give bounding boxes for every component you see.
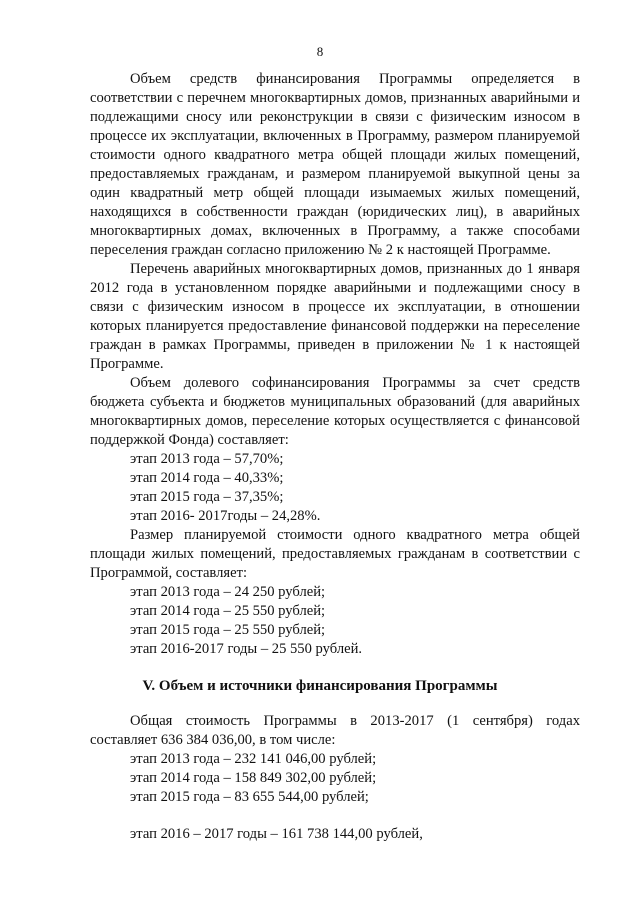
total-stage-2013: этап 2013 года – 232 141 046,00 рублей;: [130, 751, 377, 767]
paragraph-price-per-sqm: Размер планируемой стоимости одного квадратного метра общей площади жилых помещений, предоставляемых гражданам в соответствии с Программой, составляет:: [90, 527, 580, 581]
price-stage-2013: этап 2013 года – 24 250 рублей;: [130, 584, 326, 600]
section-heading: V. Объем и источники финансирования Программы: [142, 678, 498, 694]
cofinancing-stage-2016-2017: этап 2016- 2017годы – 24,28%.: [130, 508, 321, 524]
page-number: 8: [316, 44, 324, 59]
total-stage-2014: этап 2014 года – 158 849 302,00 рублей;: [130, 770, 377, 786]
price-stage-2015: этап 2015 года – 25 550 рублей;: [130, 622, 326, 638]
price-stage-2016-2017: этап 2016-2017 годы – 25 550 рублей.: [130, 641, 363, 657]
paragraph-financing-volume: Объем средств финансирования Программы определяется в соответствии с перечнем многоквартирных домов, признанных аварийными и подлежащими сносу или реконструкции в связи с физическим износом в процессе их эксплуатации, включенных в Программу, размером планируемой стоимости одного квадратного метра общей площади жилых помещений, предоставляемых гражданам, и размером планируемой выкупной цены за один квадратный метр общей площади изымаемых жилых помещений, находящихся в собственности граждан (юридических лиц), в аварийных многоквартирных домах, включенных в Программу, а также способами переселения граждан согласно приложению № 2 к настоящей Программе.: [90, 71, 580, 258]
cofinancing-stage-2013: этап 2013 года – 57,70%;: [130, 451, 284, 467]
total-stage-2016-2017: этап 2016 – 2017 годы – 161 738 144,00 рублей,: [130, 826, 423, 842]
cofinancing-stage-2014: этап 2014 года – 40,33%;: [130, 470, 284, 486]
cofinancing-stage-2015: этап 2015 года – 37,35%;: [130, 489, 284, 505]
total-stage-2015: этап 2015 года – 83 655 544,00 рублей;: [130, 789, 369, 805]
text-body: [90, 70, 580, 659]
section-body: [90, 712, 580, 807]
paragraph-cofinancing: Объем долевого софинансирования Программы за счет средств бюджета субъекта и бюджетов муниципальных образований (для аварийных многоквартирных домов, переселение которых осуществляется с финансовой поддержкой Фонда) составляет:: [90, 375, 580, 448]
price-stage-2014: этап 2014 года – 25 550 рублей;: [130, 603, 326, 619]
paragraph-total-cost: Общая стоимость Программы в 2013-2017 (1 сентября) годах составляет 636 384 036,00, в том числе:: [90, 713, 580, 748]
paragraph-emergency-houses: Перечень аварийных многоквартирных домов, признанных до 1 января 2012 года в установленном порядке аварийными и подлежащими сносу в связи с физическим износом в процессе их эксплуатации, в отношении которых планируется предоставление финансовой поддержки на переселение граждан в рамках Программы, приведен в приложении № 1 к настоящей Программе.: [90, 261, 580, 372]
